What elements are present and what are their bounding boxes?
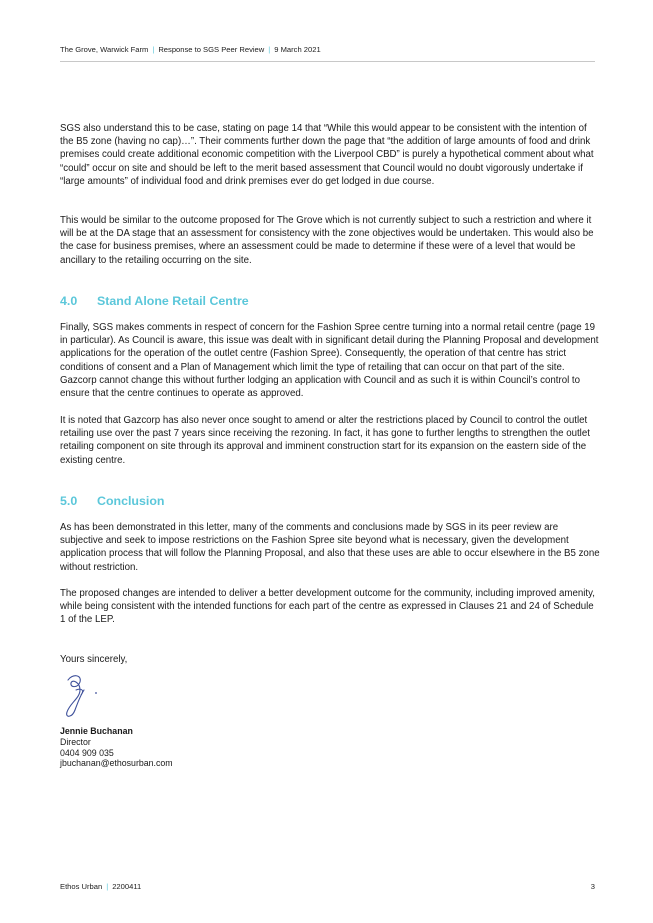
body-paragraph: SGS also understand this to be case, stating on page 14 that “While this would appear to be consistent with the intention of the B5 zone (having no cap)…”. Their comments further down the page that “the addition of large amounts of food and drink premises could create additional economic competition with the Liverpool CBD” is purely a hypothetical comment about what “could” occur on site and should be left to the merit based assessment that Council would no doubt vigorously undertake if “large amounts” of individual food and drink premises ever do get lodged in due course. bbox=[60, 123, 594, 187]
header-divider bbox=[60, 61, 595, 62]
header-document: Response to SGS Peer Review bbox=[158, 45, 265, 54]
footer-company: Ethos Urban bbox=[60, 882, 103, 891]
section-heading bbox=[60, 494, 164, 508]
closing-salutation: Yours sincerely, bbox=[60, 654, 128, 665]
header-separator: | bbox=[152, 45, 155, 54]
footer-separator: | bbox=[106, 882, 109, 891]
header-project: The Grove, Warwick Farm bbox=[60, 45, 149, 54]
section-title: Conclusion bbox=[97, 494, 165, 508]
footer-reference: 2200411 bbox=[112, 882, 142, 891]
body-paragraph: The proposed changes are intended to deliver a better development outcome for the community, including improved amenity, while being consistent with the intended functions for each part of the centre as expressed in Clauses 21 and 24 of Schedule 1 of the LEP. bbox=[60, 588, 595, 626]
body-paragraph: This would be similar to the outcome proposed for The Grove which is not currently subject to such a restriction and where it will be at the DA stage that an assessment for consistency with the zone objectives would be undertaken. This would also be the case for business premises, where an assessment could be made to determine if these were of a level that would be ancillary to the retailing occurring on the site. bbox=[60, 215, 594, 266]
section-title: Stand Alone Retail Centre bbox=[97, 294, 249, 308]
page-number: 3 bbox=[590, 882, 595, 891]
signature-block bbox=[60, 726, 173, 769]
section-number: 5.0 bbox=[60, 494, 78, 508]
header-separator: | bbox=[268, 45, 271, 54]
signatory-title: Director bbox=[60, 736, 91, 747]
header-date: 9 March 2021 bbox=[274, 45, 321, 54]
body-paragraph: It is noted that Gazcorp has also never once sought to amend or alter the restrictions placed by Council to control the outlet retailing use over the past 7 years since receiving the rezoning. In fact, it has gone to further lengths to strengthen the outlet retailing component on site through its approval and imminent construction start for its expansion on the eastern side of the existing centre. bbox=[60, 415, 590, 466]
signatory-name: Jennie Buchanan bbox=[60, 726, 133, 736]
page-header bbox=[60, 45, 595, 54]
body-paragraph: Finally, SGS makes comments in respect of concern for the Fashion Spree centre turning into a normal retail centre (page 19 in particular). As Council is aware, this issue was dealt with in significant detail during the Planning Proposal and development applications for the operation of the outlet centre (Fashion Spree). Consequently, the operation of that centre has strict conditions of consent and a Plan of Management which limit the type of retailing that can occur on that part of the site. Gazcorp cannot change this without further lodging an application with Council and as such it is within Council’s control to ensure that the centre continues to operate as approved. bbox=[60, 322, 599, 400]
signatory-phone: 0404 909 035 bbox=[60, 747, 114, 758]
page-footer bbox=[60, 882, 595, 891]
handwritten-signature bbox=[58, 670, 104, 720]
section-heading bbox=[60, 294, 249, 308]
section-number: 4.0 bbox=[60, 294, 78, 308]
body-paragraph: As has been demonstrated in this letter, many of the comments and conclusions made by SGS in its peer review are subjective and seek to impose restrictions on the Fashion Spree site beyond what is necessary, given the development application process that will follow the Planning Proposal, and also that these uses are able to occur elsewhere in the B5 zone without restriction. bbox=[60, 522, 600, 573]
signatory-email: jbuchanan@ethosurban.com bbox=[60, 758, 173, 769]
